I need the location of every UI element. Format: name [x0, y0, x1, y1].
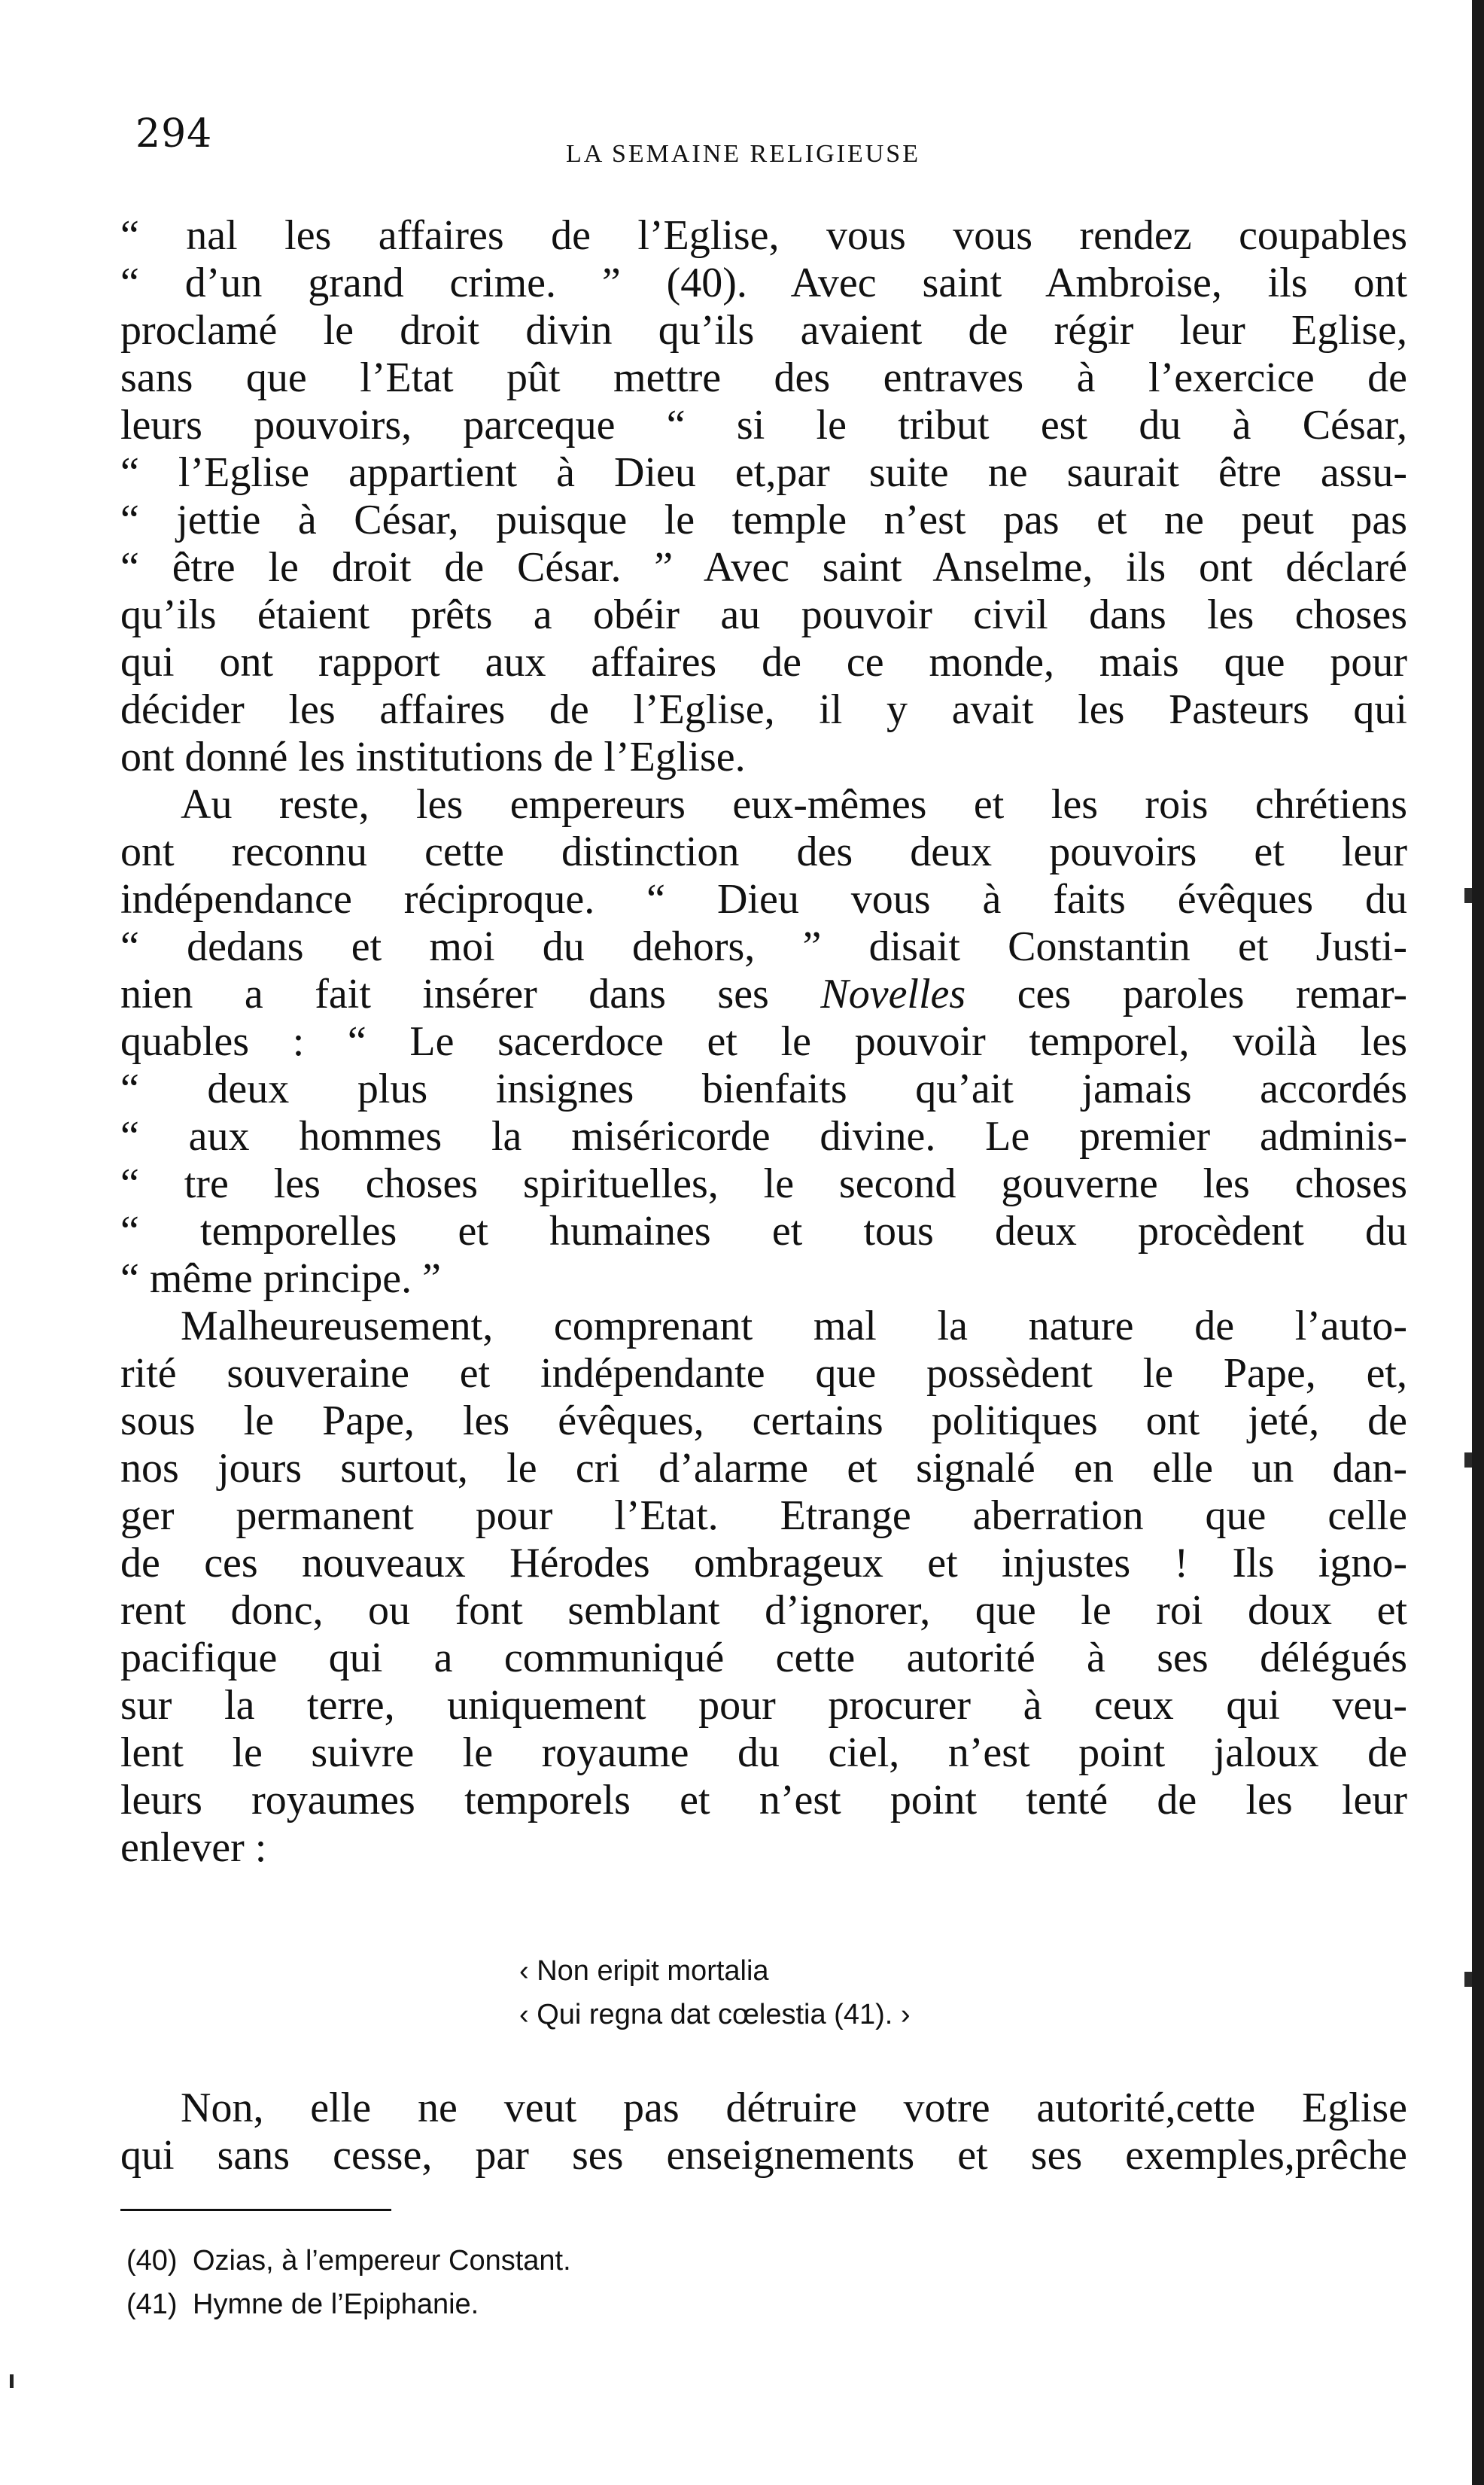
page-edge-mark — [1464, 1452, 1472, 1468]
text-line: qu’ils étaient prêts a obéir au pouvoir civil dans les choses — [120, 592, 1407, 638]
text-line: indépendance réciproque. “ Dieu vous à faits évêques du — [120, 876, 1407, 923]
text-line: sans que l’Etat pût mettre des entraves à l’exercice de — [120, 354, 1407, 401]
text-line: “ d’un grand crime. ” (40). Avec saint Ambroise, ils ont — [120, 260, 1407, 306]
footnote-text: Ozias, à l’empereur Constant. — [193, 2245, 571, 2277]
text-line: lent le suivre le royaume du ciel, n’est point jaloux de — [120, 1729, 1407, 1776]
paragraph-3 — [120, 1303, 1407, 1872]
text-line: “ deux plus insignes bienfaits qu’ait jamais accordés — [120, 1066, 1407, 1112]
latin-verse — [519, 1949, 911, 2036]
text-line: “ nal les affaires de l’Eglise, vous vous rendez coupables — [120, 212, 1407, 259]
text-line: décider les affaires de l’Eglise, il y avait les Pasteurs qui — [120, 686, 1407, 733]
text-line: sur la terre, uniquement pour procurer à ceux qui veu- — [120, 1682, 1407, 1729]
text-line: nos jours surtout, le cri d’alarme et signalé en elle un dan- — [120, 1445, 1407, 1492]
page-number: 294 — [135, 111, 213, 157]
text-line: “ dedans et moi du dehors, ” disait Constantin et Justi- — [120, 923, 1407, 970]
text-line: leurs pouvoirs, parceque “ si le tribut est du à César, — [120, 402, 1407, 449]
paragraph-2 — [120, 781, 1407, 1303]
text-line: quables : “ Le sacerdoce et le pouvoir temporel, voilà les — [120, 1018, 1407, 1065]
text-line: rité souveraine et indépendante que possèdent le Pape, et, — [120, 1350, 1407, 1397]
page-edge-mark — [1464, 888, 1472, 903]
running-title: LA SEMAINE RELIGIEUSE — [566, 140, 920, 168]
text-line: “ être le droit de César. ” Avec saint Anselme, ils ont déclaré — [120, 544, 1407, 591]
text-line: Malheureusement, comprenant mal la nature de l’auto- — [181, 1303, 1407, 1349]
footnote-40 — [126, 2239, 571, 2283]
stray-ink-mark — [10, 2374, 14, 2388]
footnote-41 — [126, 2283, 571, 2326]
paragraph-4 — [120, 2085, 1407, 2179]
text-line: “ tre les choses spirituelles, le second gouverne les choses — [120, 1160, 1407, 1207]
text-line: “ l’Eglise appartient à Dieu et,par suite ne saurait être assu- — [120, 449, 1407, 496]
text-line: pacifique qui a communiqué cette autorité à ses délégués — [120, 1635, 1407, 1681]
text-line: nien a fait insérer dans ses Novelles ces paroles remar- — [120, 971, 1407, 1017]
footnote-rule — [120, 2209, 391, 2211]
footnote-number: (41) — [126, 2289, 178, 2320]
footnote-text: Hymne de l’Epiphanie. — [193, 2289, 479, 2320]
text-line: leurs royaumes temporels et n’est point tenté de les leur — [120, 1777, 1407, 1823]
text-line: enlever : — [120, 1824, 267, 1871]
text-line: sous le Pape, les évêques, certains politiques ont jeté, de — [120, 1398, 1407, 1444]
text-line: “ temporelles et humaines et tous deux procèdent du — [120, 1208, 1407, 1255]
text-line: Au reste, les empereurs eux-mêmes et les rois chrétiens — [181, 781, 1407, 828]
text-line: “ aux hommes la miséricorde divine. Le premier adminis- — [120, 1113, 1407, 1160]
book-title-novelles: Novelles — [820, 971, 966, 1017]
text-line: ont donné les institutions de l’Eglise. — [120, 734, 746, 780]
page-edge-mark — [1464, 1972, 1472, 1987]
text-line: “ jettie à César, puisque le temple n’est pas et ne peut pas — [120, 497, 1407, 543]
verse-line: ‹ Non eripit mortalia — [519, 1955, 769, 1987]
footnote-number: (40) — [126, 2245, 178, 2277]
text-line: “ même principe. ” — [120, 1255, 442, 1302]
text-line: ger permanent pour l’Etat. Etrange aberration que celle — [120, 1492, 1407, 1539]
verse-line: ‹ Qui regna dat cœlestia (41). › — [519, 1999, 911, 2030]
footnotes — [126, 2239, 571, 2326]
text-line: ont reconnu cette distinction des deux pouvoirs et leur — [120, 829, 1407, 875]
text-line: qui sans cesse, par ses enseignements et ses exemples,prêche — [120, 2132, 1407, 2179]
text-line: qui ont rapport aux affaires de ce monde, mais que pour — [120, 639, 1407, 686]
text-line: rent donc, ou font semblant d’ignorer, que le roi doux et — [120, 1587, 1407, 1634]
paragraph-1 — [120, 212, 1407, 781]
text-line: Non, elle ne veut pas détruire votre autorité,cette Eglise — [181, 2085, 1407, 2131]
text-line: de ces nouveaux Hérodes ombrageux et injustes ! Ils igno- — [120, 1540, 1407, 1586]
text-line: proclamé le droit divin qu’ils avaient de régir leur Eglise, — [120, 307, 1407, 354]
page-edge-shadow — [1472, 0, 1484, 2485]
